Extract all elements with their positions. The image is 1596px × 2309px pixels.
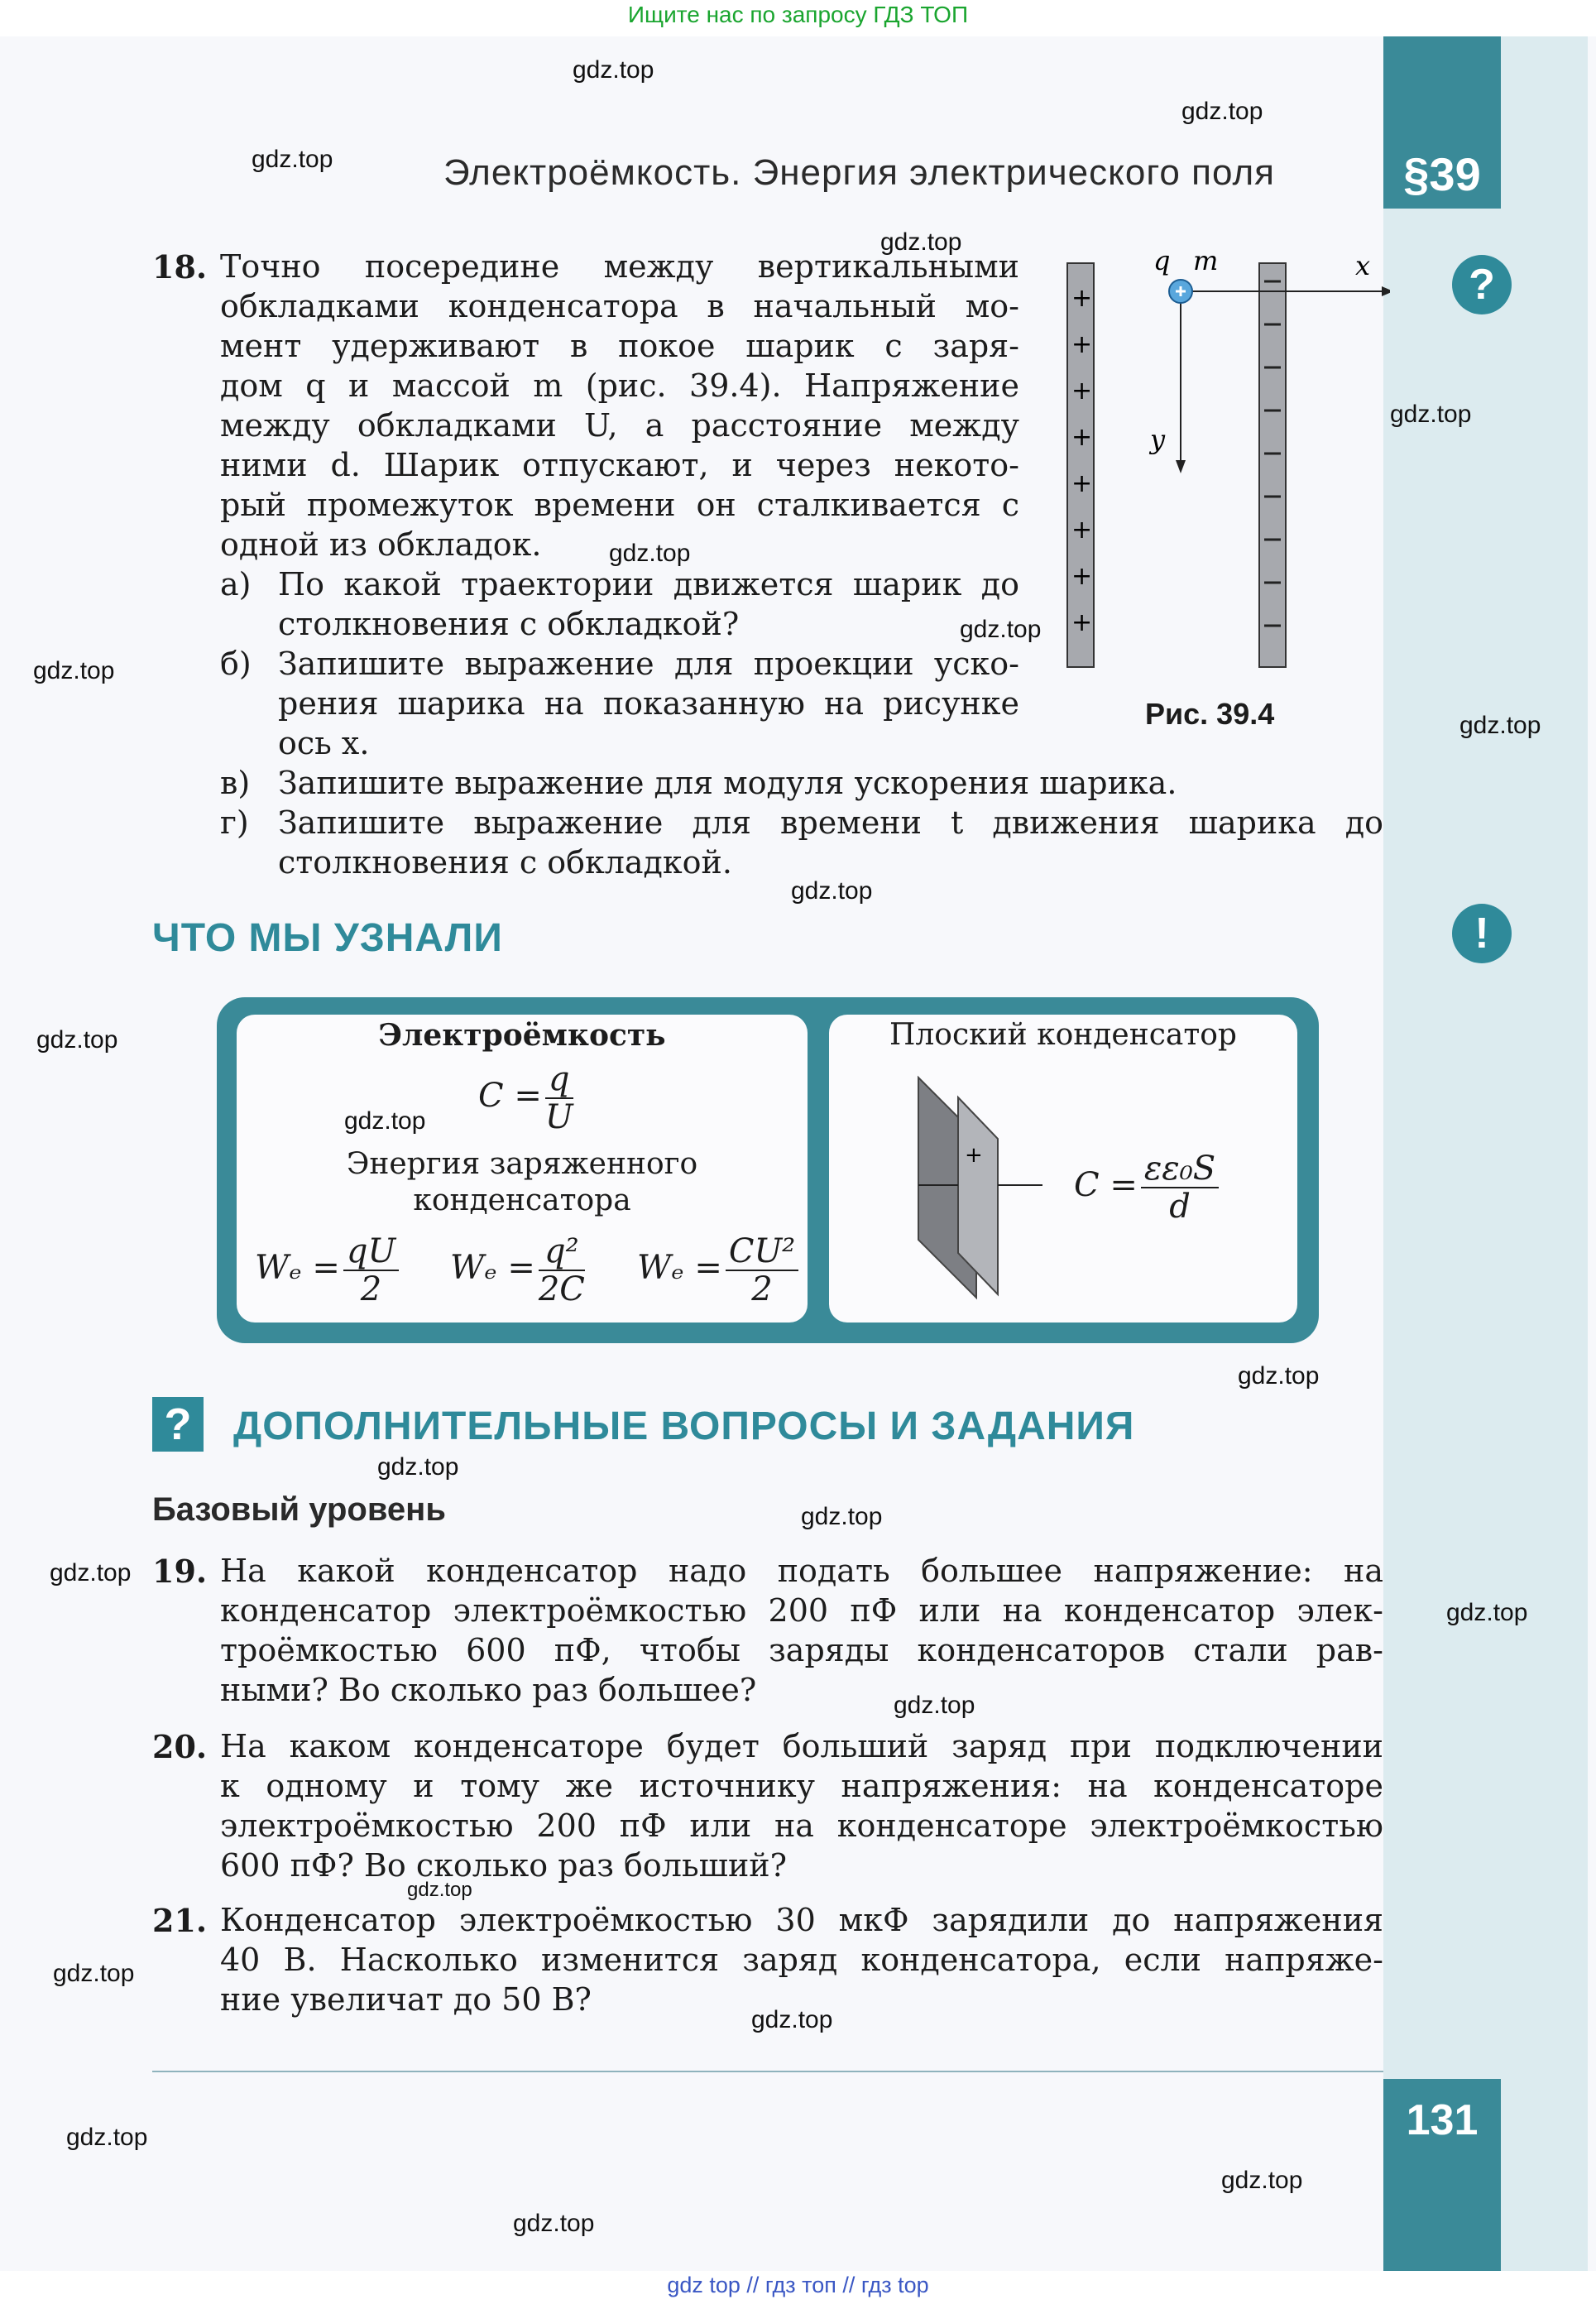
- plus-mark: +: [1071, 469, 1093, 498]
- problem-19-line: конденсатор электроёмкостью 200 пФ или на конденсатор элек-: [220, 1592, 1383, 1629]
- problem-19-line: троёмкостью 600 пФ, чтобы заряды конденсаторов стали рав-: [220, 1632, 1383, 1668]
- problem-20-line: к одному и тому же источнику напряжения: на конденсаторе: [220, 1768, 1383, 1804]
- running-title: Электроёмкость. Энергия электрического поля: [443, 152, 1275, 193]
- problem-21-line: ние увеличат до 50 В?: [220, 1981, 592, 2018]
- watermark: gdz.top: [66, 2124, 148, 2151]
- problem-18-line: мент удерживают в покое шарик с заря-: [220, 328, 1019, 364]
- part-label: г): [220, 804, 249, 841]
- top-ad-banner[interactable]: Ищите нас по запросу ГДЗ ТОП: [627, 2, 969, 27]
- plate-plus: +: [965, 1143, 983, 1168]
- page-number: 131: [1406, 2096, 1479, 2144]
- label-m: m: [1193, 245, 1219, 276]
- watermark: gdz.top: [1238, 1362, 1320, 1390]
- level-heading: Базовый уровень: [152, 1491, 446, 1528]
- plus-mark: +: [1071, 516, 1093, 545]
- watermark: gdz.top: [407, 1879, 472, 1901]
- watermark: gdz.top: [36, 1026, 118, 1054]
- watermark: gdz.top: [609, 540, 691, 567]
- problem-18-line: Точно посередине между вертикальными: [220, 248, 1019, 285]
- problem-21-line: Конденсатор электроёмкостью 30 мкФ зарядили до напряжения: [220, 1902, 1383, 1938]
- watermark: gdz.top: [513, 2210, 595, 2237]
- watermark: gdz.top: [252, 146, 333, 173]
- problem-21-line: 40 В. Насколько изменится заряд конденсатора, если напряже-: [220, 1942, 1383, 1978]
- part-a-line: По какой траектории движется шарик до: [278, 566, 1019, 602]
- problem-20-line: 600 пФ? Во сколько раз больший?: [220, 1847, 787, 1884]
- label-y: y: [1150, 424, 1166, 455]
- flat-capacitor-title: Плоский конденсатор: [889, 1018, 1237, 1052]
- watermark: gdz.top: [573, 56, 654, 84]
- energy-title: конденсатора: [413, 1183, 631, 1217]
- summary-heading: ЧТО МЫ УЗНАЛИ: [152, 916, 503, 960]
- watermark: gdz.top: [894, 1692, 975, 1719]
- plus-mark: +: [1071, 608, 1093, 637]
- bottom-ad-banner[interactable]: gdz top // гдз топ // гдз top: [667, 2273, 929, 2297]
- part-a-line: столкновения с обкладкой?: [278, 606, 740, 642]
- plus-mark: +: [1071, 562, 1093, 591]
- problem-20-line: электроёмкостью 200 пФ или на конденсаторе электроёмкостью: [220, 1807, 1383, 1844]
- energy-formula-q2-2C: Wₑ = $\frac{\text{q²}}{2C}$: [450, 1232, 585, 1308]
- watermark: gdz.top: [53, 1960, 135, 1987]
- questions-icon: ?: [152, 1397, 204, 1452]
- capacitance-formula: C = $\frac{q}{U}$: [478, 1060, 573, 1136]
- capacitance-title: Электроёмкость: [378, 1018, 666, 1053]
- energy-formula-qU: Wₑ = $\frac{qU}{2}$: [255, 1233, 402, 1308]
- watermark: gdz.top: [33, 657, 115, 684]
- problem-20-number: 20.: [152, 1728, 208, 1765]
- extra-heading: ДОПОЛНИТЕЛЬНЫЕ ВОПРОСЫ И ЗАДАНИЯ: [233, 1404, 1135, 1448]
- figure-caption: Рис. 39.4: [1145, 697, 1275, 731]
- positive-plate: [1067, 263, 1094, 667]
- plus-mark: +: [1071, 330, 1093, 359]
- part-b-line: Запишите выражение для проекции уско-: [278, 646, 1019, 682]
- y-axis-arrow: [1176, 460, 1186, 473]
- watermark: gdz.top: [751, 2006, 833, 2033]
- footer-rule: [152, 2071, 1383, 2072]
- watermark: gdz.top: [791, 877, 873, 905]
- watermark: gdz.top: [1390, 401, 1472, 428]
- problem-18-number: 18.: [152, 248, 208, 286]
- plus-mark: +: [1071, 423, 1093, 452]
- problem-18-line: обкладками конденсатора в начальный мо-: [220, 288, 1019, 324]
- watermark: gdz.top: [377, 1453, 459, 1481]
- right-margin-strip: [1383, 36, 1588, 2271]
- problem-18-line: одной из обкладок.: [220, 526, 542, 563]
- label-q: q: [1153, 245, 1171, 276]
- plus-mark: +: [1071, 284, 1093, 313]
- flat-capacitor-icon: [894, 1069, 1059, 1306]
- part-label: в): [220, 765, 251, 801]
- problem-19-line: ными? Во сколько раз большее?: [220, 1672, 757, 1708]
- part-label: а): [220, 566, 252, 602]
- problem-19-number: 19.: [152, 1553, 208, 1590]
- problem-19-line: На какой конденсатор надо подать большее напряжение: на: [220, 1553, 1383, 1589]
- problem-18-line: рый промежуток времени он сталкивается с: [220, 487, 1019, 523]
- watermark: gdz.top: [344, 1107, 426, 1135]
- energy-title: Энергия заряженного: [346, 1147, 698, 1181]
- part-label: б): [220, 646, 252, 682]
- part-d-line: Запишите выражение для времени t движения шарика до: [278, 804, 1383, 841]
- problem-18-line: между обкладками U, а расстояние между: [220, 407, 1019, 444]
- part-b-line: рения шарика на показанную на рисунке: [278, 685, 1019, 722]
- watermark: gdz.top: [1446, 1599, 1528, 1626]
- part-c-line: Запишите выражение для модуля ускорения шарика.: [278, 765, 1177, 801]
- watermark: gdz.top: [1221, 2167, 1303, 2194]
- problem-21-number: 21.: [152, 1902, 208, 1939]
- part-d-line: столкновения с обкладкой.: [278, 844, 732, 881]
- watermark: gdz.top: [960, 616, 1042, 643]
- problem-18-line: дом q и массой m (рис. 39.4). Напряжение: [220, 367, 1019, 404]
- x-axis-arrow: [1382, 286, 1390, 296]
- watermark: gdz.top: [50, 1559, 132, 1587]
- part-b-line: ось x.: [278, 725, 370, 761]
- capacitor-figure: [1051, 245, 1390, 675]
- watermark: gdz.top: [880, 228, 962, 256]
- watermark: gdz.top: [1181, 98, 1263, 125]
- question-mark-icon: ?: [1452, 255, 1512, 314]
- problem-18-line: ними d. Шарик отпускают, и через некото-: [220, 447, 1019, 483]
- watermark: gdz.top: [1459, 712, 1541, 739]
- label-x: x: [1355, 250, 1371, 281]
- watermark: gdz.top: [801, 1503, 883, 1530]
- energy-formula-CU2: Wₑ = $\frac{\text{CU²}}{2}$: [637, 1233, 802, 1308]
- plus-mark: +: [1071, 377, 1093, 406]
- flat-capacitor-formula: C = $\frac{\text{εε₀S}}{d}$: [1074, 1150, 1222, 1225]
- problem-20-line: На каком конденсаторе будет больший заряд при подключении: [220, 1728, 1383, 1764]
- section-number: §39: [1403, 148, 1481, 200]
- exclamation-icon: !: [1452, 904, 1512, 963]
